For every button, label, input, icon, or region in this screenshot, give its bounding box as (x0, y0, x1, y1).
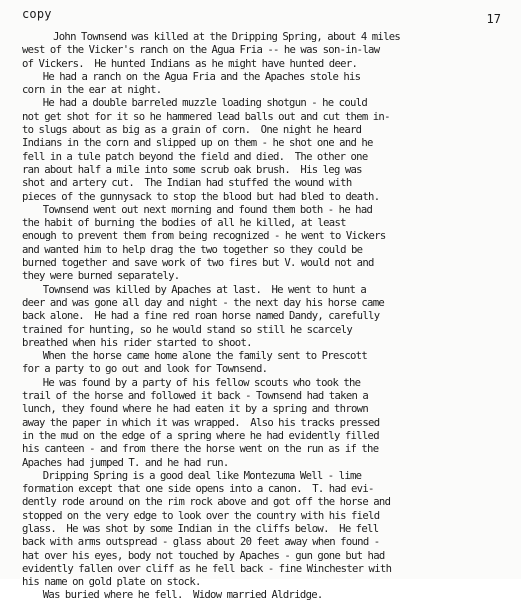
text-line: enough to prevent them from being recognized - he went to Vickers (22, 230, 386, 243)
text-line: shot and artery cut. The Indian had stuffed the wound with (22, 177, 352, 190)
text-line: He was found by a party of his fellow scouts who took the (22, 376, 361, 389)
text-line: formation except that one side opens into a canon. T. had evi- (22, 483, 374, 496)
copy-label: copy (22, 7, 52, 21)
text-line: breathed when his rider started to shoot. (22, 336, 252, 349)
text-line: Indians in the corn and slipped up on them - he shot one and he (22, 137, 373, 150)
text-line: the habit of burning the bodies of all he killed, at least (22, 217, 346, 230)
typewritten-text (22, 31, 514, 603)
text-line: dently rode around on the rim rock above and got off the horse and (22, 496, 391, 509)
text-line: his name on gold plate on stock. (22, 576, 201, 589)
text-line: west of the Vicker's ranch on the Agua Fria -- he was son-in-law (22, 44, 380, 57)
text-line: deer and was gone all day and night - the next day his horse came (22, 296, 385, 309)
text-line: glass. He was shot by some Indian in the cliffs below. He fell (22, 522, 379, 535)
text-line: John Townsend was killed at the Dripping Spring, about 4 miles (22, 31, 401, 43)
text-line: back alone. He had a fine red roan horse named Dandy, carefully (22, 310, 380, 323)
text-line: ran about half a mile into some scrub oak brush. His leg was (22, 163, 362, 176)
text-line: away the paper in which it was wrapped. Also his tracks pressed (22, 416, 380, 429)
text-line: they were burned separately. (22, 270, 180, 283)
text-line: evidently fallen over cliff as he fell back - fine Winchester with (22, 562, 392, 575)
text-line: of Vickers. He hunted Indians as he might have hunted deer. (22, 57, 358, 70)
text-line: fell in a tule patch beyond the field and died. The other one (22, 150, 368, 163)
text-line: corn in the ear at night. (22, 84, 162, 97)
page-number: 17 (486, 12, 501, 26)
text-line: trained for hunting, so he would stand so still he scarcely (22, 323, 353, 336)
text-line: He had a ranch on the Agua Fria and the Apaches stole his (22, 70, 361, 83)
text-line: not get shot for it so he hammered lead balls out and cut them in- (22, 110, 390, 123)
text-line: hat over his eyes, body not touched by Apaches - gun gone but had (22, 549, 385, 562)
text-line: Dripping Spring is a good deal like Montezuma Well - lime (22, 469, 362, 482)
text-line: stopped on the very edge to look over the country with his field (22, 509, 380, 522)
text-line: for a party to go out and look for Townsend. (22, 363, 268, 376)
text-line: Townsend went out next morning and found them both - he had (22, 203, 373, 216)
text-line: pieces of the gunnysack to stop the blood but had bled to death. (22, 190, 380, 203)
text-line: to slugs about as big as a grain of corn. One night he heard (22, 124, 362, 137)
text-line: Apaches had jumped T. and he had run. (22, 456, 229, 469)
text-line: Was buried where he fell. Widow married Aldridge. (22, 589, 323, 602)
text-line: trail of the horse and followed it back - Townsend had taken a (22, 390, 369, 403)
text-line: lunch, they found where he had eaten it by a spring and thrown (22, 403, 369, 416)
text-line: back with arms outspread - glass about 20 feet away when found - (22, 536, 380, 549)
text-line: in the mud on the edge of a spring where he had evidently filled (22, 429, 379, 442)
text-line: his canteen - and from there the horse went on the run as if the (22, 443, 379, 456)
text-line: When the horse came home alone the family sent to Prescott (22, 350, 368, 363)
text-line: and wanted him to help drag the two together so they could be (22, 243, 363, 256)
text-line: He had a double barreled muzzle loading shotgun - he could (22, 97, 368, 110)
text-line: burned together and save work of two fires but V. would not and (22, 257, 374, 270)
text-line: Townsend was killed by Apaches at last. He went to hunt a (22, 283, 367, 296)
